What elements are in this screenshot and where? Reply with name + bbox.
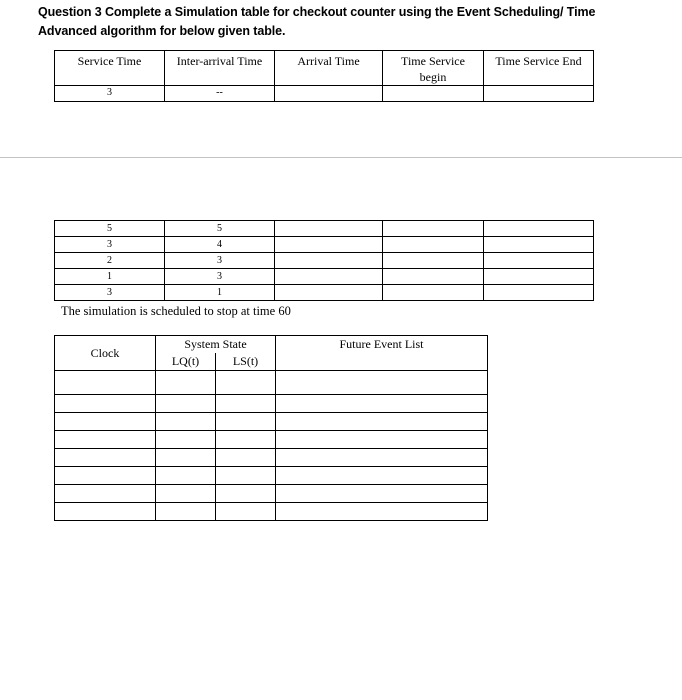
table-cell: 1: [165, 285, 275, 301]
table-row: [55, 253, 594, 269]
event-cell[interactable]: [156, 395, 216, 413]
header-ls: LS(t): [216, 353, 276, 371]
table-cell: 5: [165, 221, 275, 237]
table-cell: [275, 269, 383, 285]
event-scheduling-table: [54, 335, 488, 521]
header-time-service-begin-label: Time Service begin: [401, 54, 465, 84]
cell-service-time: 3: [55, 86, 165, 102]
table-cell: 3: [55, 285, 165, 301]
event-cell[interactable]: [216, 413, 276, 431]
table-cell: [383, 237, 484, 253]
event-cell[interactable]: [276, 467, 488, 485]
table-row: [55, 237, 594, 253]
simulation-input-table: [54, 50, 594, 102]
event-cell[interactable]: [156, 467, 216, 485]
header-future-event-list: Future Event List: [276, 336, 488, 371]
table-cell: 2: [55, 253, 165, 269]
table-cell: [383, 221, 484, 237]
event-cell[interactable]: [156, 449, 216, 467]
simulation-data-table: [54, 220, 594, 301]
event-cell[interactable]: [276, 395, 488, 413]
page-divider: [0, 157, 682, 158]
header-time-service-begin: [383, 51, 484, 86]
table-cell: [484, 221, 594, 237]
event-cell[interactable]: [216, 467, 276, 485]
table-cell: 3: [55, 237, 165, 253]
header-inter-arrival-time: Inter-arrival Time: [165, 51, 275, 86]
event-cell[interactable]: [276, 413, 488, 431]
event-cell[interactable]: [55, 413, 156, 431]
table-cell: [275, 253, 383, 269]
table-cell: [484, 253, 594, 269]
table-cell: 5: [55, 221, 165, 237]
event-row: [55, 467, 488, 485]
event-cell[interactable]: [55, 449, 156, 467]
header-system-state: System State: [156, 336, 276, 354]
table-cell: 4: [165, 237, 275, 253]
table-cell: 3: [165, 269, 275, 285]
event-cell[interactable]: [55, 467, 156, 485]
table-cell: [484, 237, 594, 253]
table-cell: 1: [55, 269, 165, 285]
event-cell[interactable]: [276, 503, 488, 521]
table-cell: [383, 269, 484, 285]
header-lq: LQ(t): [156, 353, 216, 371]
event-row: [55, 503, 488, 521]
simulation-stop-note: The simulation is scheduled to stop at time 60: [61, 304, 291, 318]
event-cell[interactable]: [216, 395, 276, 413]
table-row: [55, 269, 594, 285]
event-cell[interactable]: [276, 485, 488, 503]
event-cell[interactable]: [55, 485, 156, 503]
event-cell[interactable]: [55, 371, 156, 395]
table-cell: [275, 237, 383, 253]
header-time-service-end: Time Service End: [484, 51, 594, 86]
event-row: [55, 395, 488, 413]
event-cell[interactable]: [156, 503, 216, 521]
event-cell[interactable]: [156, 371, 216, 395]
event-row: [55, 431, 488, 449]
table-cell: [275, 221, 383, 237]
event-cell[interactable]: [216, 431, 276, 449]
table-row: [55, 221, 594, 237]
event-cell[interactable]: [216, 371, 276, 395]
header-service-time: Service Time: [55, 51, 165, 86]
event-cell[interactable]: [55, 431, 156, 449]
table-cell: [484, 269, 594, 285]
table-cell: [275, 285, 383, 301]
question-title: [38, 3, 638, 41]
question-title-line-2: Advanced algorithm for below given table.: [38, 24, 286, 38]
event-row: [55, 449, 488, 467]
event-row: [55, 371, 488, 395]
event-cell[interactable]: [156, 413, 216, 431]
cell-time-service-begin: [383, 86, 484, 102]
event-cell[interactable]: [216, 503, 276, 521]
table-cell: 3: [165, 253, 275, 269]
table-cell: [484, 285, 594, 301]
table-row: [55, 285, 594, 301]
event-cell[interactable]: [216, 449, 276, 467]
table-cell: [383, 253, 484, 269]
event-row: [55, 485, 488, 503]
event-cell[interactable]: [55, 395, 156, 413]
header-arrival-time: Arrival Time: [275, 51, 383, 86]
event-cell[interactable]: [156, 431, 216, 449]
event-cell[interactable]: [216, 485, 276, 503]
cell-arrival-time: [275, 86, 383, 102]
event-row: [55, 413, 488, 431]
event-cell[interactable]: [276, 431, 488, 449]
event-cell[interactable]: [55, 503, 156, 521]
event-cell[interactable]: [156, 485, 216, 503]
cell-time-service-end: [484, 86, 594, 102]
event-cell[interactable]: [276, 449, 488, 467]
event-cell[interactable]: [276, 371, 488, 395]
cell-inter-arrival-time: --: [165, 86, 275, 102]
header-clock: Clock: [55, 336, 156, 371]
question-title-line-1: Question 3 Complete a Simulation table for checkout counter using the Event Scheduling/ Time: [38, 5, 596, 19]
table-cell: [383, 285, 484, 301]
